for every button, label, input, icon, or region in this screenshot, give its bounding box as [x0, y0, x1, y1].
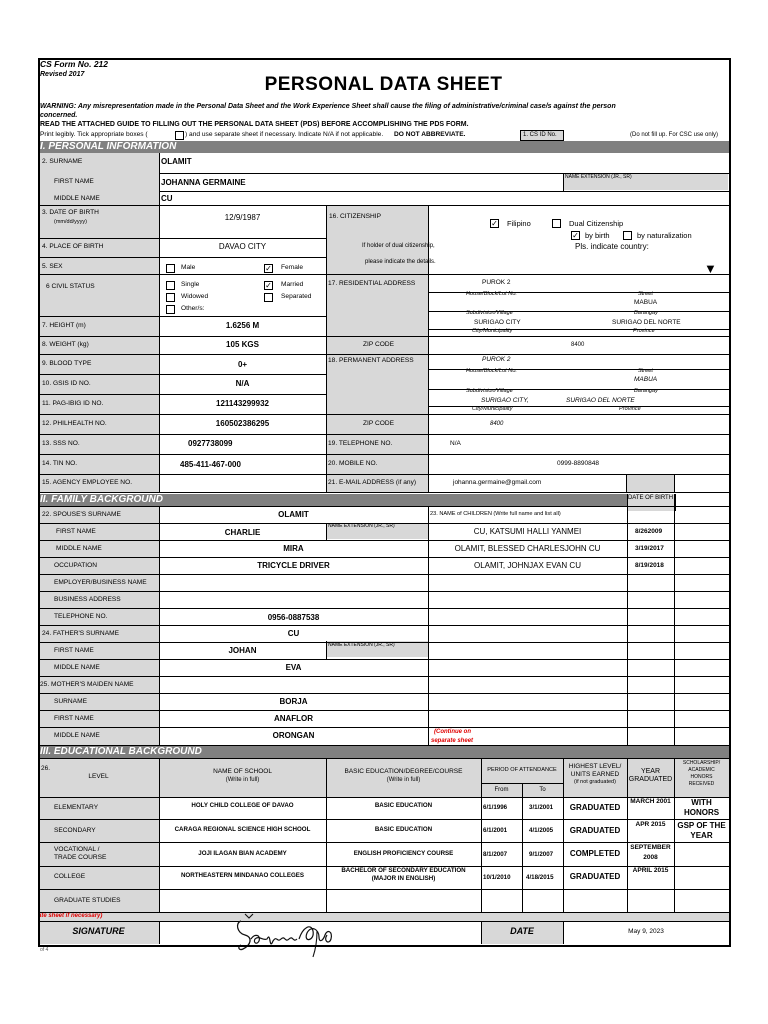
dob-format: (mm/dd/yyyy) — [54, 219, 87, 225]
edu-year-secondary[interactable]: APR 2015 — [635, 821, 666, 828]
edu-honors-elementary[interactable]: WITH — [691, 798, 712, 807]
gsis-label: 10. GSIS ID NO. — [42, 380, 91, 387]
edu-level-secondary: SECONDARY — [54, 827, 96, 834]
instructions-b: ) and use separate sheet if necessary. Indicate N/A if not applicable. — [185, 131, 384, 138]
father-surname-label: 24. FATHER'S SURNAME — [42, 630, 119, 637]
edu-year-header-1: YEAR — [640, 768, 661, 775]
page-title: PERSONAL DATA SHEET — [264, 74, 503, 95]
res-zip-value[interactable]: 8400 — [571, 342, 585, 348]
spouse-telephone-value[interactable]: 0956-0887538 — [267, 613, 320, 622]
dual-note-2: please indicate the details. — [365, 259, 436, 265]
edu-honors-header-3: HONORS — [690, 774, 713, 780]
edu-course-header: BASIC EDUCATION/DEGREE/COURSE — [344, 768, 463, 775]
edu-course-vocational[interactable]: ENGLISH PROFICIENCY COURSE — [353, 850, 454, 857]
height-label: 7. HEIGHT (m) — [42, 322, 86, 329]
edu-course-college[interactable]: BACHELOR OF SECONDARY EDUCATION — [341, 867, 466, 874]
edu-highest-elementary[interactable]: GRADUATED — [569, 803, 621, 812]
edu-level-graduate: GRADUATE STUDIES — [54, 897, 121, 904]
edu-highest-header-3: (if not graduated) — [574, 779, 616, 785]
filipino-checkbox[interactable]: ✓ — [491, 219, 498, 228]
edu-highest-secondary[interactable]: GRADUATED — [569, 826, 621, 835]
father-middle-name-value[interactable]: EVA — [285, 663, 302, 672]
dob-value[interactable]: 12/9/1987 — [224, 213, 261, 222]
res-street-caption: Street — [638, 291, 653, 297]
mother-surname-label: SURNAME — [54, 698, 87, 705]
mother-middle-name-label: MIDDLE NAME — [54, 732, 100, 739]
spouse-first-name-label: FIRST NAME — [56, 528, 96, 535]
edu-from-elementary[interactable]: 6/1/1996 — [483, 804, 508, 811]
mother-maiden-name-label: 25. MOTHER'S MAIDEN NAME — [40, 681, 134, 688]
other-status-label: Other/s: — [181, 305, 205, 312]
continue-note-1: (Continue on — [434, 729, 471, 735]
father-first-name-value[interactable]: JOHAN — [228, 646, 257, 655]
edu-course-subheader: (Write in full) — [386, 777, 421, 783]
business-address-label: BUSINESS ADDRESS — [54, 596, 121, 603]
philhealth-label: 12. PHILHEALTH NO. — [42, 420, 107, 427]
residential-address-label: 17. RESIDENTIAL ADDRESS — [328, 280, 416, 287]
edu-number: 26. — [41, 765, 51, 772]
separated-label: Separated — [281, 293, 312, 300]
agency-employee-label: 15. AGENCY EMPLOYEE NO. — [42, 479, 133, 486]
tin-label: 14. TIN NO. — [42, 460, 78, 467]
edu-year-vocational[interactable]: SEPTEMBER — [630, 844, 671, 851]
edu-highest-college[interactable]: GRADUATED — [569, 872, 621, 881]
edu-course-elementary[interactable]: BASIC EDUCATION — [374, 802, 433, 809]
instructions-a: Print legibly. Tick appropriate boxes ( — [40, 131, 148, 138]
date-label: DATE — [510, 926, 534, 936]
surname-label: 2. SURNAME — [42, 158, 83, 165]
edu-school-subheader: (Write in full) — [225, 777, 260, 783]
res-province-caption: Province — [633, 328, 655, 334]
pob-value[interactable]: DAVAO CITY — [218, 242, 267, 251]
res-city-caption: City/Municipality — [472, 328, 513, 334]
spouse-name-extension-label: NAME EXTENSION (JR., SR) — [328, 523, 395, 529]
guide-text: READ THE ATTACHED GUIDE TO FILLING OUT THE PERSONAL DATA SHEET (PDS) BEFORE ACCOMPLISHING THE PDS FORM. — [40, 121, 469, 128]
pagibig-label: 11. PAG-IBIG ID NO. — [42, 400, 104, 407]
edu-year-elementary[interactable]: MARCH 2001 — [630, 798, 671, 805]
mother-first-name-value[interactable]: ANAFLOR — [273, 714, 314, 723]
philhealth-value[interactable]: 160502386295 — [215, 419, 270, 428]
middle-name-label: MIDDLE NAME — [54, 195, 100, 202]
female-checkbox[interactable]: ✓ — [265, 264, 272, 273]
edu-to-elementary[interactable]: 3/1/2001 — [529, 804, 554, 811]
perm-barangay-value[interactable]: MABUA — [634, 376, 658, 383]
gsis-value[interactable]: N/A — [235, 379, 250, 388]
edu-school-vocational[interactable]: JOJI ILAGAN BIAN ACADEMY — [198, 850, 287, 857]
edu-level-college: COLLEGE — [54, 873, 86, 880]
middle-name-value[interactable]: CU — [161, 194, 173, 203]
citizenship-label: 16. CITIZENSHIP — [329, 213, 382, 220]
filipino-label: Filipino — [507, 219, 531, 228]
date-value[interactable]: May 9, 2023 — [628, 928, 664, 935]
edu-to-secondary[interactable]: 4/1/2005 — [529, 827, 554, 834]
edu-course-college-2[interactable]: (MAJOR IN ENGLISH) — [371, 875, 436, 882]
height-value[interactable]: 1.6256 M — [225, 321, 260, 330]
weight-label: 8. WEIGHT (kg) — [42, 341, 89, 348]
cs-id-note: (Do not fill up. For CSC use only) — [630, 132, 719, 138]
surname-value[interactable]: OLAMIT — [161, 157, 192, 166]
by-naturalization-label: by naturalization — [637, 231, 692, 240]
perm-subdivision-caption: Subdivision/Village — [466, 388, 513, 394]
edu-highest-vocational[interactable]: COMPLETED — [569, 849, 621, 858]
mother-surname-value[interactable]: BORJA — [279, 697, 308, 706]
perm-province-value[interactable]: SURIGAO DEL NORTE — [566, 397, 635, 404]
sss-label: 13. SSS NO. — [42, 440, 80, 447]
edu-school-elementary[interactable]: HOLY CHILD COLLEGE OF DAVAO — [191, 802, 294, 809]
edu-school-secondary[interactable]: CARAGA REGIONAL SCIENCE HIGH SCHOOL — [174, 826, 311, 833]
perm-street-caption: Street — [638, 368, 653, 374]
first-name-value[interactable]: JOHANNA GERMAINE — [161, 178, 246, 187]
first-name-label: FIRST NAME — [54, 178, 94, 185]
edu-continue-note: ate sheet if necessary) — [38, 913, 103, 919]
child-3-dob[interactable]: 8/19/2018 — [635, 562, 664, 569]
name-extension-label: NAME EXTENSION (JR., SR) — [565, 174, 632, 180]
res-barangay-value[interactable]: MABUA — [634, 299, 658, 306]
dual-note-1: If holder of dual citizenship, — [362, 243, 435, 249]
country-dropdown-icon[interactable]: ▼ — [704, 261, 717, 276]
edu-to-college[interactable]: 4/18/2015 — [526, 874, 554, 881]
perm-province-caption: Province — [619, 406, 641, 412]
section-education-header: III. EDUCATIONAL BACKGROUND — [38, 746, 729, 758]
res-city-value[interactable]: SURIGAO CITY — [474, 319, 521, 326]
edu-period-header: PERIOD OF ATTENDANCE — [487, 767, 557, 773]
edu-honors-secondary-2[interactable]: YEAR — [690, 831, 713, 840]
pds-page — [38, 58, 729, 953]
edu-highest-header-1: HIGHEST LEVEL/ — [568, 763, 622, 770]
sex-label: 5. SEX — [42, 263, 63, 270]
telephone-value[interactable]: N/A — [450, 440, 461, 447]
edu-school-college[interactable]: NORTHEASTERN MINDANAO COLLEGES — [180, 872, 305, 879]
pob-label: 4. PLACE OF BIRTH — [42, 243, 104, 250]
female-label: Female — [281, 264, 303, 271]
child-2-dob[interactable]: 3/19/2017 — [635, 545, 664, 552]
children-label: 23. NAME of CHILDREN (Write full name and list all) — [430, 511, 561, 517]
edu-honors-header-2: ACADEMIC — [688, 767, 715, 773]
warning-text: WARNING: Any misrepresentation made in the Personal Data Sheet and the Work Experience Sheet shall cause the filing of administrative/criminal case/s against the person — [40, 103, 616, 110]
form-number: CS Form No. 212 — [40, 59, 109, 69]
edu-from-college[interactable]: 10/1/2010 — [483, 874, 511, 881]
mobile-label: 20. MOBILE NO. — [328, 460, 378, 467]
edu-to-vocational[interactable]: 9/1/2007 — [529, 851, 554, 858]
edu-year-header-2: GRADUATED — [628, 776, 673, 783]
cs-id-label: 1. CS ID No. — [523, 132, 557, 138]
spouse-first-name-value[interactable]: CHARLIE — [224, 528, 261, 537]
child-1-name[interactable]: CU, KATSUMI HALLI YANMEI — [473, 527, 582, 536]
civil-status-label: 6 CIVIL STATUS — [46, 283, 95, 290]
res-house-caption: House/Block/Lot No. — [466, 291, 517, 297]
children-dob-label: DATE OF BIRTH — [627, 495, 674, 501]
perm-city-value[interactable]: SURIGAO CITY, — [481, 397, 529, 404]
section-personal-header: I. PERSONAL INFORMATION — [38, 141, 729, 153]
perm-house-caption: House/Block/Lot No. — [466, 368, 517, 374]
res-barangay-caption: Barangay — [634, 310, 658, 316]
weight-value[interactable]: 105 KGS — [226, 340, 259, 349]
sss-value[interactable]: 0927738099 — [188, 439, 233, 448]
employer-label: EMPLOYER/BUSINESS NAME — [54, 579, 147, 586]
pagibig-value[interactable]: 121143299932 — [216, 399, 269, 408]
edu-from-secondary[interactable]: 6/1/2001 — [483, 827, 508, 834]
edu-from-vocational[interactable]: 8/1/2007 — [483, 851, 508, 858]
perm-barangay-caption: Barangay — [634, 388, 658, 394]
edu-year-college[interactable]: APRIL 2015 — [632, 867, 669, 874]
dual-citizenship-label: Dual Citizenship — [569, 219, 624, 228]
signature-label: SIGNATURE — [72, 926, 125, 936]
perm-zip-value[interactable]: 8400 — [490, 421, 504, 427]
child-2-name[interactable]: OLAMIT, BLESSED CHARLESJOHN CU — [454, 544, 601, 553]
edu-honors-header-4: RECEIVED — [688, 781, 715, 787]
child-3-name[interactable]: OLAMIT, JOHNJAX EVAN CU — [474, 561, 581, 570]
edu-highest-header-2: UNITS EARNED — [570, 771, 620, 778]
by-birth-label: by birth — [585, 231, 610, 240]
edu-to-header: To — [539, 787, 546, 793]
single-label: Single — [181, 281, 200, 288]
widowed-label: Widowed — [181, 293, 209, 300]
res-subdivision-caption: Subdivision/Village — [466, 310, 513, 316]
tin-value[interactable]: 485-411-467-000 — [180, 460, 241, 469]
res-zip-label: ZIP CODE — [363, 341, 395, 348]
edu-honors-elementary-2[interactable]: HONORS — [683, 808, 720, 817]
spouse-surname-value[interactable]: OLAMIT — [278, 510, 309, 519]
blood-type-label: 9. BLOOD TYPE — [42, 360, 92, 367]
edu-honors-header-1: SCHOLARSHIP/ — [682, 760, 721, 766]
mother-middle-name-value[interactable]: ORONGAN — [272, 731, 315, 740]
child-1-dob[interactable]: 8/262009 — [635, 528, 663, 535]
occupation-label: OCCUPATION — [54, 562, 97, 569]
res-house-value[interactable]: PUROK 2 — [482, 279, 511, 286]
edu-honors-secondary[interactable]: GSP OF THE — [677, 821, 726, 830]
married-checkbox[interactable]: ✓ — [265, 281, 272, 290]
father-first-name-label: FIRST NAME — [54, 647, 94, 654]
page-frame — [38, 58, 731, 947]
edu-level-elementary: ELEMENTARY — [54, 804, 99, 811]
continue-note-2: separate sheet — [431, 738, 474, 744]
revised-label: Revised 2017 — [40, 71, 85, 78]
telephone-label: 19. TELEPHONE NO. — [328, 440, 393, 447]
by-birth-checkbox[interactable]: ✓ — [572, 231, 579, 240]
email-value[interactable]: johanna.germaine@gmail.com — [453, 479, 542, 486]
page-number: of 4 — [40, 947, 49, 953]
occupation-value[interactable]: TRICYCLE DRIVER — [257, 561, 330, 570]
dob-label: 3. DATE OF BIRTH — [42, 209, 99, 216]
instructions-c: DO NOT ABBREVIATE. — [394, 131, 466, 138]
perm-city-caption: City/Municipality — [472, 406, 513, 412]
edu-year-vocational-2[interactable]: 2008 — [643, 854, 658, 861]
edu-course-secondary[interactable]: BASIC EDUCATION — [374, 826, 433, 833]
res-province-value[interactable]: SURIGAO DEL NORTE — [612, 319, 681, 326]
edu-school-header: NAME OF SCHOOL — [213, 768, 272, 775]
spouse-middle-name-value[interactable]: MIRA — [283, 544, 304, 553]
father-name-extension-label: NAME EXTENSION (JR., SR) — [328, 642, 395, 648]
edu-level-vocational: VOCATIONAL / — [54, 846, 100, 853]
edu-from-header: From — [494, 787, 509, 793]
father-surname-value[interactable]: CU — [287, 629, 300, 638]
permanent-address-label: 18. PERMANENT ADDRESS — [328, 357, 414, 364]
married-label: Married — [281, 281, 304, 288]
section-family-header: II. FAMILY BACKGROUND — [38, 494, 627, 506]
spouse-telephone-label: TELEPHONE NO. — [54, 613, 108, 620]
male-label: Male — [181, 264, 196, 271]
edu-level-vocational-2: TRADE COURSE — [54, 854, 107, 861]
indicate-country-label: Pls. indicate country: — [575, 242, 649, 251]
warning-text-2: concerned. — [40, 112, 78, 119]
spouse-surname-label: 22. SPOUSE'S SURNAME — [42, 511, 121, 518]
perm-house-value[interactable]: PUROK 2 — [482, 356, 511, 363]
blood-type-value[interactable]: 0+ — [237, 360, 248, 369]
mother-first-name-label: FIRST NAME — [54, 715, 94, 722]
email-label: 21. E-MAIL ADDRESS (if any) — [328, 479, 417, 486]
mobile-value[interactable]: 0999-8890848 — [557, 460, 599, 467]
perm-zip-label: ZIP CODE — [363, 420, 395, 427]
spouse-middle-name-label: MIDDLE NAME — [56, 545, 102, 552]
father-middle-name-label: MIDDLE NAME — [54, 664, 100, 671]
edu-level-header: LEVEL — [88, 773, 109, 780]
